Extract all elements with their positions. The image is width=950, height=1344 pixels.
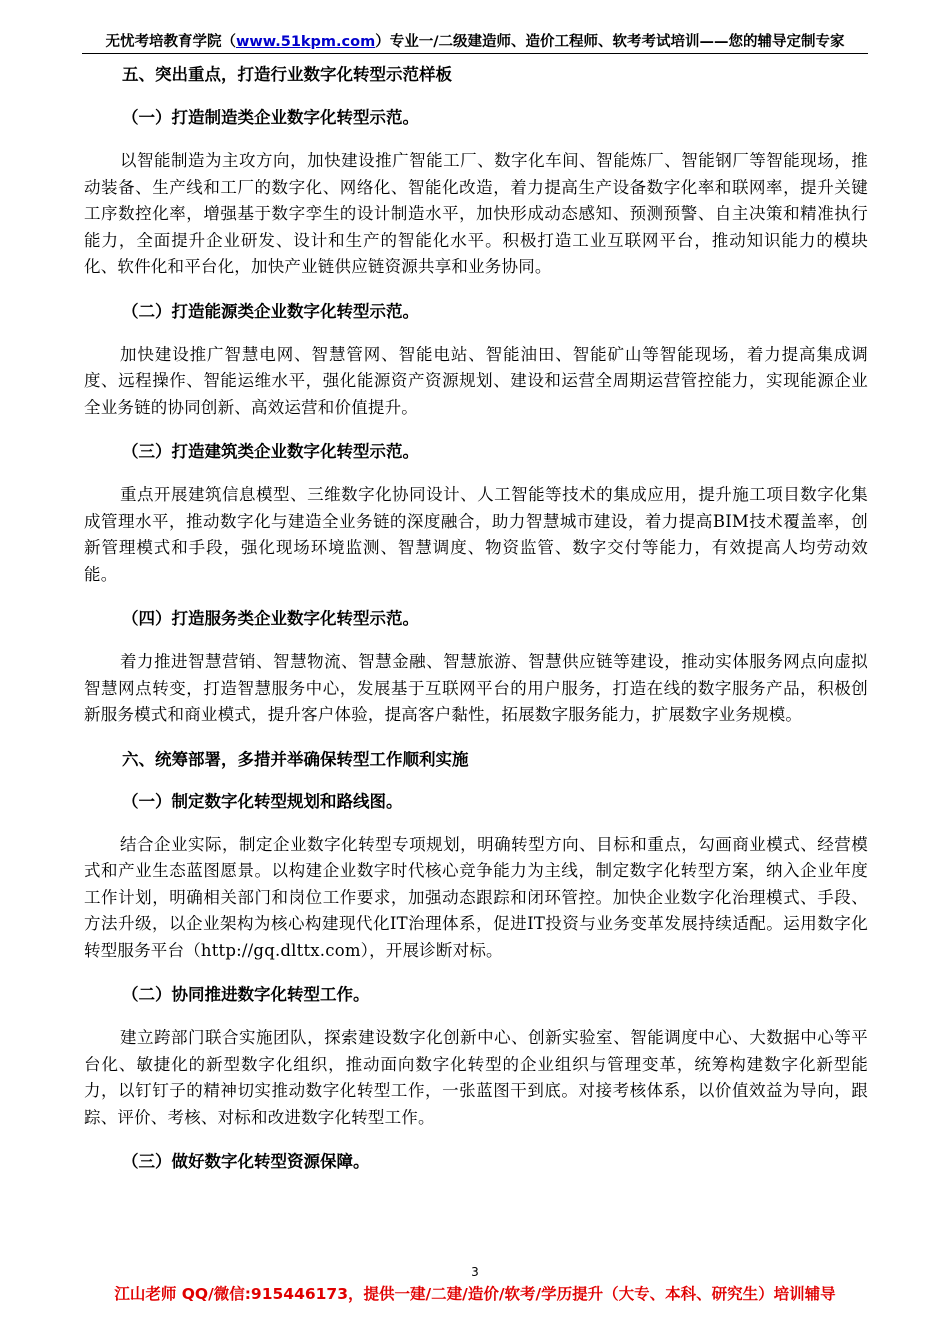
subsection-heading: （四）打造服务类企业数字化转型示范。 xyxy=(122,609,419,628)
subsection-heading: （二）协同推进数字化转型工作。 xyxy=(122,985,370,1004)
subsection-heading: （三）做好数字化转型资源保障。 xyxy=(122,1152,370,1171)
page-header xyxy=(82,30,868,54)
paragraph: 加快建设推广智慧电网、智慧管网、智能电站、智能油田、智能矿山等智能现场，着力提高集成调度、远程操作、智能运维水平，强化能源资产资源规划、建设和运营全周期运营管控能力，实现能源企业全业务链的协同创新、高效运营和价值提升。 xyxy=(84,344,868,417)
paragraph: 结合企业实际，制定企业数字化转型专项规划，明确转型方向、目标和重点，勾画商业模式、经营模式和产业生态蓝图愿景。以构建企业数字时代核心竞争能力为主线，制定数字化转型方案，纳入企业年度工作计划，明确相关部门和岗位工作要求，加强动态跟踪和闭环管控。加快企业数字化治理模式、手段、方法升级，以企业架构为核心构建现代化IT治理体系，促进IT投资与业务变革发展持续适配。运用数字化转型服务平台（http://gq.dlttx.com），开展诊断对标。 xyxy=(84,834,868,960)
paragraph: 着力推进智慧营销、智慧物流、智慧金融、智慧旅游、智慧供应链等建设，推动实体服务网点向虚拟智慧网点转变，打造智慧服务中心，发展基于互联网平台的用户服务，打造在线的数字服务产品，积极创新服务模式和商业模式，提升客户体验，提高客户黏性，拓展数字服务能力，扩展数字业务规模。 xyxy=(84,652,868,724)
subsection-heading: （二）打造能源类企业数字化转型示范。 xyxy=(122,301,419,321)
header-suffix: ）专业一/二级建造师、造价工程师、软考考试培训——您的辅导定制专家 xyxy=(375,34,845,50)
paragraph: 重点开展建筑信息模型、三维数字化协同设计、人工智能等技术的集成应用，提升施工项目数字化集成管理水平，推动数字化与建造全业务链的深度融合，助力智慧城市建设，着力提高BIM技术覆盖率，创新管理模式和手段，强化现场环境监测、智慧调度、物资监管、数字交付等能力，有效提高人均劳动效能。 xyxy=(84,485,868,584)
section-heading: 六、统筹部署，多措并举确保转型工作顺利实施 xyxy=(122,749,469,769)
subsection-heading: （三）打造建筑类企业数字化转型示范。 xyxy=(122,442,419,461)
paragraph: 建立跨部门联合实施团队，探索建设数字化创新中心、创新实验室、智能调度中心、大数据中心等平台化、敏捷化的新型数字化组织，推动面向数字化转型的企业组织与管理变革，统筹构建数字化新型能力，以钉钉子的精神切实推动数字化转型工作，一张蓝图干到底。对接考核体系，以价值效益为导向，跟踪、评价、考核、对标和改进数字化转型工作。 xyxy=(84,1028,868,1127)
page-number: 3 xyxy=(471,1265,479,1279)
header-prefix: 无忧考培教育学院（ xyxy=(105,34,236,50)
header-link[interactable]: www.51kpm.com xyxy=(235,34,376,50)
document-body xyxy=(84,64,868,1173)
section-heading: 五、突出重点，打造行业数字化转型示范样板 xyxy=(122,65,452,84)
paragraph: 以智能制造为主攻方向，加快建设推广智能工厂、数字化车间、智能炼厂、智能钢厂等智能现场，推动装备、生产线和工厂的数字化、网络化、智能化改造，着力提高生产设备数字化率和联网率，提升关键工序数控化率，增强基于数字孪生的设计制造水平，加快形成动态感知、预测预警、自主决策和精准执行能力，全面提升企业研发、设计和生产的智能化水平。积极打造工业互联网平台，推动知识能力的模块化、软件化和平台化，加快产业链供应链资源共享和业务协同。 xyxy=(84,151,868,276)
subsection-heading: （一）制定数字化转型规划和路线图。 xyxy=(122,791,403,811)
footer-contact: 江山老师 QQ/微信:915446173，提供一建/二建/造价/软考/学历提升（大专、本科、研究生）培训辅导 xyxy=(114,1285,836,1303)
subsection-heading: （一）打造制造类企业数字化转型示范。 xyxy=(122,108,419,127)
